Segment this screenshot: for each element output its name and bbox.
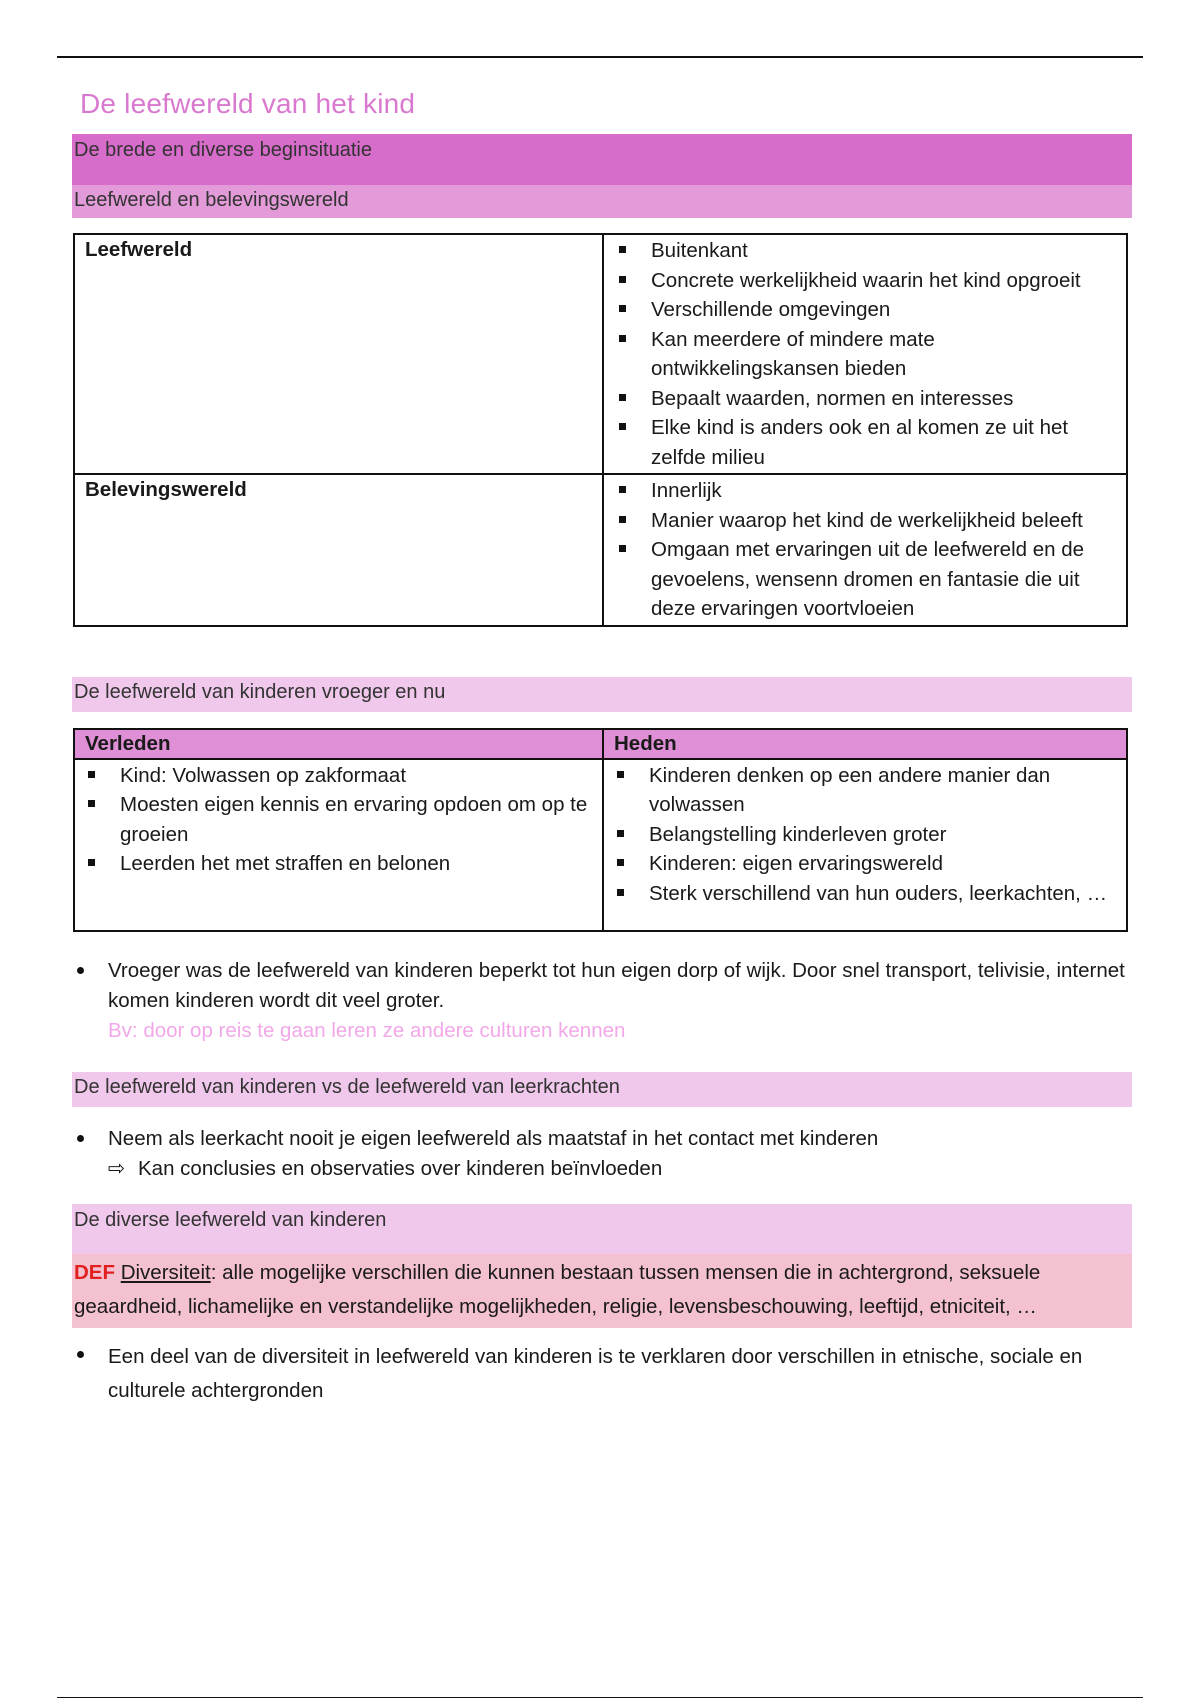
leefwereld-belevingswereld-table [73, 233, 1128, 627]
section-heading-kinderen-vs: De leefwereld van kinderen vs de leefwereld van leerkrachten [72, 1072, 1132, 1107]
table-row [74, 759, 1127, 931]
table-row [74, 474, 1127, 626]
list-item: Elke kind is anders ook en al komen ze uit het zelfde milieu [651, 413, 1117, 472]
list-item: Manier waarop het kind de werkelijkheid beleeft [651, 506, 1117, 536]
footer-rule [57, 1697, 1143, 1698]
column-header: Verleden [74, 729, 603, 759]
table-row [74, 234, 1127, 474]
list-item: Belangstelling kinderleven groter [649, 820, 1117, 850]
row-items-cell [603, 234, 1127, 474]
def-text: : alle mogelijke verschillen die kunnen bestaan tussen mensen die in achtergrond, seksuele geaardheid, lichamelijke en verstandelijke mogelijkheden, religie, levensbeschouwing, leeftijd, etniciteit, … [74, 1260, 1041, 1318]
def-tag: DEF [74, 1260, 115, 1284]
vroeger-bullet-list [72, 956, 1132, 1046]
row-label: Leefwereld [74, 234, 603, 474]
list-item: Kind: Volwassen op zakformaat [120, 761, 593, 791]
list-item: Bepaalt waarden, normen en interesses [651, 384, 1117, 414]
section-heading-leef-beleving: Leefwereld en belevingswereld [72, 185, 1132, 218]
list-item: Verschillende omgevingen [651, 295, 1117, 325]
divers-bullet-list [72, 1340, 1132, 1408]
list-item: Een deel van de diversiteit in leefwereld van kinderen is te verklaren door verschillen in etnische, sociale en culturele achtergronden [108, 1340, 1132, 1408]
list-item: Kan meerdere of mindere mate ontwikkelingskansen bieden [651, 325, 1117, 384]
arrow-text: Kan conclusies en observaties over kinderen beïnvloeden [138, 1156, 663, 1180]
bullet-text: Vroeger was de leefwereld van kinderen beperkt tot hun eigen dorp of wijk. Door snel transport, telivisie, internet komen kinderen wordt dit veel groter. [108, 958, 1125, 1012]
bullet-text: Neem als leerkacht nooit je eigen leefwereld als maatstaf in het contact met kinderen [108, 1126, 879, 1150]
page-content [72, 88, 1132, 1408]
leerkracht-bullet-list [72, 1124, 1132, 1184]
list-item: Concrete werkelijkheid waarin het kind opgroeit [651, 266, 1117, 296]
list-item: Kinderen: eigen ervaringswereld [649, 849, 1117, 879]
list-item: Moesten eigen kennis en ervaring opdoen om op te groeien [120, 790, 593, 849]
list-item [108, 956, 1132, 1046]
arrow-right-icon: ⇨ [108, 1156, 126, 1180]
row-label: Belevingswereld [74, 474, 603, 626]
section-heading-brede: De brede en diverse beginsituatie [72, 134, 1132, 185]
list-item: Innerlijk [651, 476, 1117, 506]
section-heading-divers: De diverse leefwereld van kinderen [72, 1204, 1132, 1254]
column-header: Heden [603, 729, 1127, 759]
section-heading-vroeger-nu: De leefwereld van kinderen vroeger en nu [72, 677, 1132, 712]
table-header-row [74, 729, 1127, 759]
heden-cell [603, 759, 1127, 931]
list-item: Sterk verschillend van hun ouders, leerkachten, … [649, 879, 1117, 909]
arrow-line [108, 1154, 1132, 1184]
header-rule [57, 56, 1143, 58]
verleden-cell [74, 759, 603, 931]
definition-block [72, 1254, 1132, 1328]
page-title: De leefwereld van het kind [80, 88, 416, 119]
list-item: Leerden het met straffen en belonen [120, 849, 593, 879]
example-text: Bv: door op reis te gaan leren ze andere culturen kennen [108, 1018, 626, 1042]
list-item: Buitenkant [651, 236, 1117, 266]
row-items-cell [603, 474, 1127, 626]
list-item: Omgaan met ervaringen uit de leefwereld en de gevoelens, wensenn dromen en fantasie die uit deze ervaringen voortvloeien [651, 535, 1117, 624]
verleden-heden-table [73, 728, 1128, 932]
list-item: Kinderen denken op een andere manier dan volwassen [649, 761, 1117, 820]
def-term: Diversiteit [120, 1260, 211, 1284]
list-item [108, 1124, 1132, 1184]
